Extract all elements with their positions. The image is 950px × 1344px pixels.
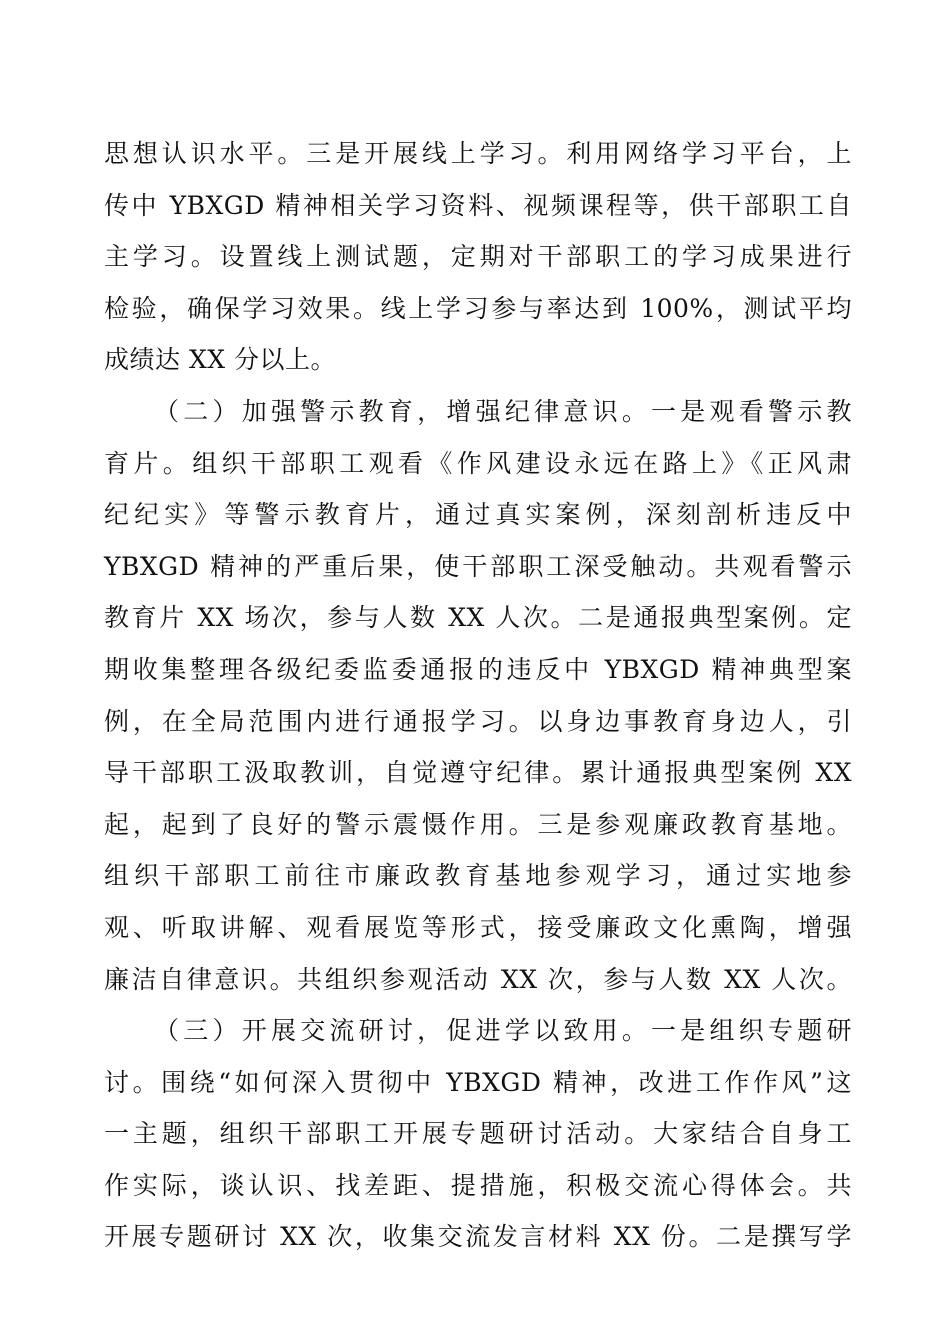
text-line-13: 导干部职工汲取教训，自觉遵守纪律。累计通报典型案例 XX [104,758,852,788]
text-line-22: 开展专题研讨 XX 次，收集交流发言材料 XX 份。二是撰写学 [104,1222,852,1252]
text-line-9: YBXGD 精神的严重后果，使干部职工深受触动。共观看警示 [104,551,852,581]
text-line-4: 检验，确保学习效果。线上学习参与率达到 100%，测试平均 [104,293,852,323]
text-line-16: 观、听取讲解、观看展览等形式，接受廉政文化熏陶，增强 [104,912,852,942]
text-line-15: 组织干部职工前往市廉政教育基地参观学习，通过实地参 [104,861,852,891]
text-line-11: 期收集整理各级纪委监委通报的违反中 YBXGD 精神典型案 [104,654,852,684]
text-line-8: 纪纪实》等警示教育片，通过真实案例，深刻剖析违反中 [104,500,852,530]
text-line-1: 思想认识水平。三是开展线上学习。利用网络学习平台，上 [104,139,852,168]
text-line-20: 一主题，组织干部职工开展专题研讨活动。大家结合自身工 [104,1119,852,1149]
text-line-10: 教育片 XX 场次，参与人数 XX 人次。二是通报典型案例。定 [104,603,852,633]
text-line-7: 育片。组织干部职工观看《作风建设永远在路上》《正风肃 [104,448,852,478]
text-line-14: 起，起到了良好的警示震慑作用。三是参观廉政教育基地。 [104,809,852,839]
text-line-12: 例，在全局范围内进行通报学习。以身边事教育身边人，引 [104,706,852,736]
text-line-19: 讨。围绕“如何深入贯彻中 YBXGD 精神，改进工作作风”这 [104,1067,852,1097]
text-line-5: 成绩达 XX 分以上。 [104,345,336,375]
section-heading-3: （三）开展交流研讨，促进学以致用。一是组织专题研 [154,1016,852,1046]
text-line-17: 廉洁自律意识。共组织参观活动 XX 次，参与人数 XX 人次。 [104,964,852,994]
text-line-21: 作实际，谈认识、找差距、提措施，积极交流心得体会。共 [104,1170,852,1200]
document-body [104,128,852,1263]
text-line-3: 主学习。设置线上测试题，定期对干部职工的学习成果进行 [104,242,852,272]
text-line-2: 传中 YBXGD 精神相关学习资料、视频课程等，供干部职工自 [104,190,852,220]
section-heading-2: （二）加强警示教育，增强纪律意识。一是观看警示教 [154,396,852,426]
